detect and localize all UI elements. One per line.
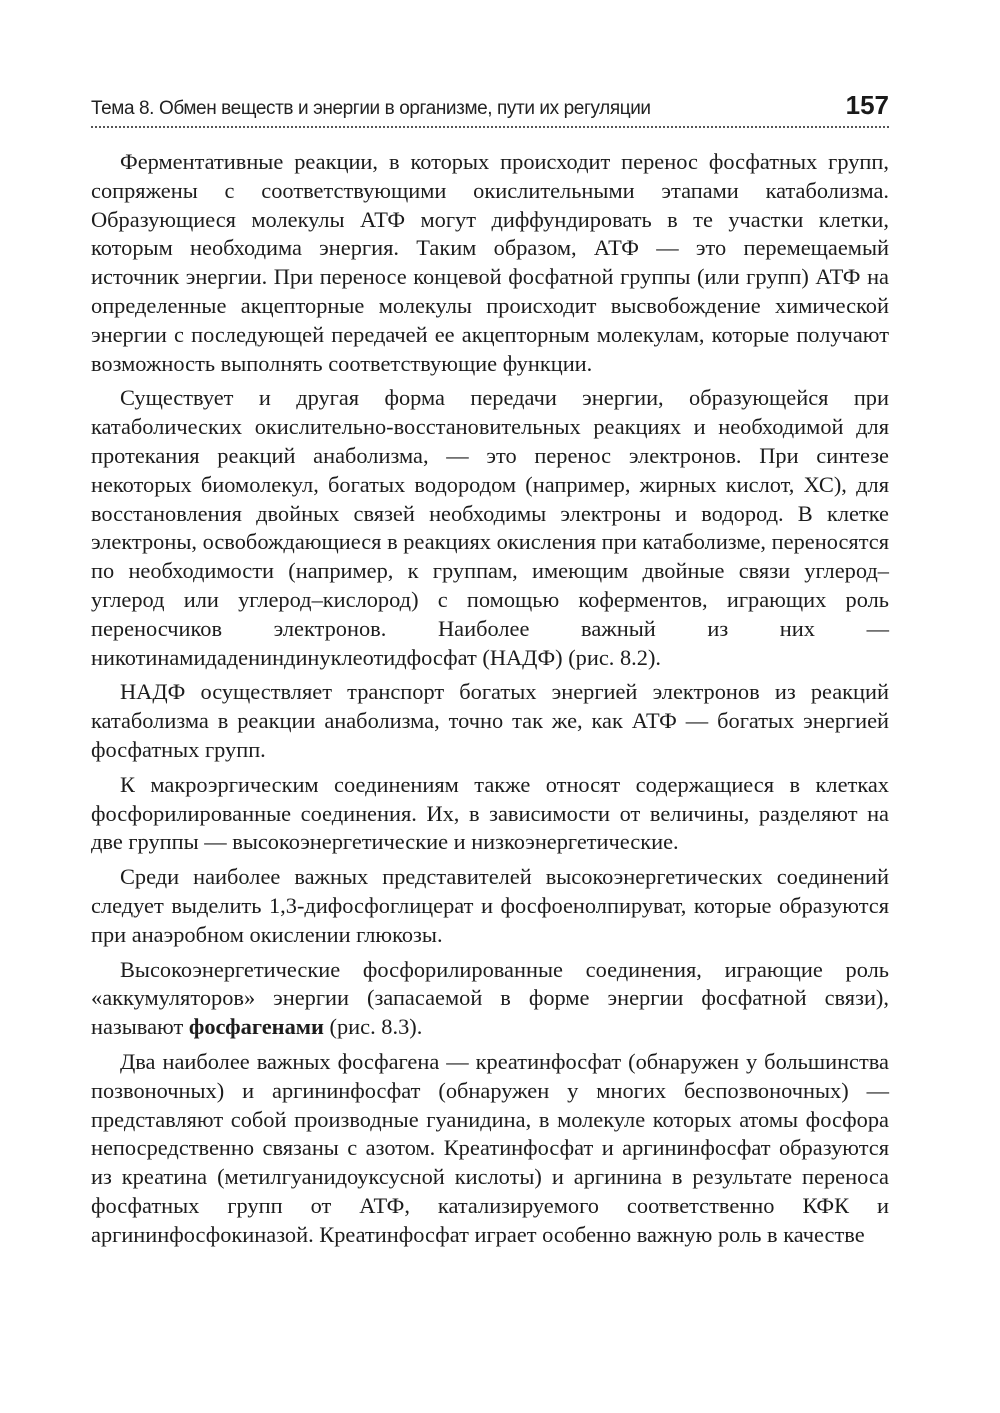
- paragraph: Существует и другая форма передачи энергии, образующейся при катаболических окислительно-восстановительных реакциях и необходимой для протекания реакций анаболизма, — это перенос электронов. При синтезе некоторых биомолекул, богатых водородом (например, жирных кислот, ХС), для восстановления двойных связей необходимы электроны и водород. В клетке электроны, освобождающиеся в реакциях окисления при катаболизме, переносятся по необходимости (например, к группам, имеющим двойные связи углерод–углерод или углерод–кислород) с помощью коферментов, играющих роль переносчиков электронов. Наиболее важный из них — никотинамидадениндинуклеотидфосфат (НАДФ) (рис. 8.2).: [91, 385, 889, 670]
- paragraph: Два наиболее важных фосфагена — креатинфосфат (обнаружен у большинства позвоночных) и аргининфосфат (обнаружен у многих беспозвоночных) — представляют собой производные гуанидина, в молекуле которых атомы фосфора непосредственно связаны с азотом. Креатинфосфат и аргининфосфат образуются из креатина (метилгуанидоуксусной кислоты) и аргинина в результате переноса фосфатных групп от АТФ, катализируемого соответственно КФК и аргининфосфокиназой. Креатинфосфат играет особенно важную роль в качестве: [91, 1048, 889, 1247]
- paragraph: Среди наиболее важных представителей высокоэнергетических соединений следует выделить 1,3-дифосфоглицерат и фосфоенолпируват, которые образуются при анаэробном окислении глюкозы.: [91, 864, 889, 947]
- paragraph: Ферментативные реакции, в которых происходит перенос фосфатных групп, сопряжены с соответствующими окислительными этапами катаболизма. Образующиеся молекулы АТФ могут диффундировать в те участки клетки, которым необходима энергия. Таким образом, АТФ — это перемещаемый источник энергии. При переносе концевой фосфатной группы (или групп) АТФ на определенные акцепторные молекулы происходит высвобождение химической энергии с последующей передачей ее акцепторным молекулам, которые получают возможность выполнять соответствующие функции.: [91, 149, 889, 376]
- main-text: [91, 148, 889, 1255]
- running-title: Тема 8. Обмен веществ и энергии в организме, пути их регуляции: [91, 98, 651, 119]
- running-header: [91, 86, 889, 128]
- paragraph-text: (рис. 8.3).: [323, 1014, 423, 1040]
- term-phosphagens: фосфагенами: [188, 1014, 324, 1040]
- paragraph: [91, 956, 889, 1042]
- paragraph: НАДФ осуществляет транспорт богатых энергией электронов из реакций катаболизма в реакции анаболизма, точно так же, как АТФ — богатых энергией фосфатных групп.: [91, 679, 889, 762]
- paragraph: К макроэргическим соединениям также относят содержащиеся в клетках фосфорилированные соединения. Их, в зависимости от величины, разделяют на две группы — высокоэнергетические и низкоэнергетические.: [91, 771, 889, 855]
- page-number: 157: [845, 90, 889, 120]
- paragraph-text: Высокоэнергетические фосфорилированные соединения, играющие роль «аккумуляторов» энергии (запасаемой в форме энергии фосфатной связи), называют: [91, 956, 889, 1040]
